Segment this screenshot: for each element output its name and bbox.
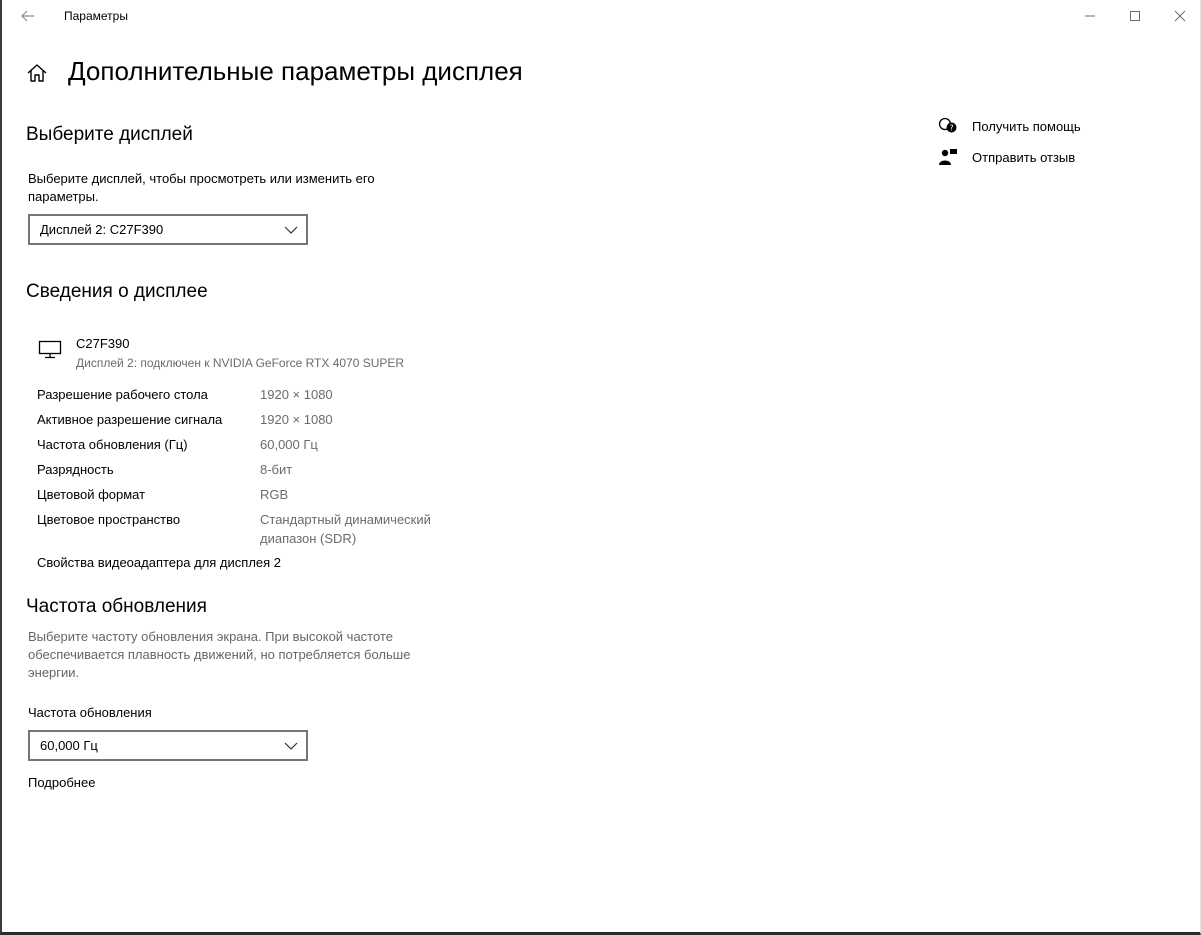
refresh-rate-select[interactable] bbox=[28, 730, 308, 761]
send-feedback-label: Отправить отзыв bbox=[972, 149, 1076, 165]
info-label: Цветовой формат bbox=[37, 487, 146, 502]
get-help-link[interactable] bbox=[938, 116, 1081, 136]
close-icon[interactable] bbox=[1160, 4, 1200, 28]
refresh-rate-select-value: 60,000 Гц bbox=[40, 738, 98, 753]
refresh-rate-description: Выберите частоту обновления экрана. При высокой частоте обеспечивается плавность движений, но потребляется больше энергии. bbox=[28, 629, 411, 680]
display-name: C27F390 bbox=[76, 336, 130, 351]
home-icon[interactable] bbox=[26, 62, 48, 84]
help-chat-icon bbox=[938, 117, 958, 135]
chevron-down-icon bbox=[284, 739, 298, 753]
info-label: Активное разрешение сигнала bbox=[37, 412, 223, 427]
back-arrow-icon[interactable] bbox=[14, 4, 42, 28]
info-value: 60,000 Гц bbox=[260, 437, 318, 452]
info-value: 1920 × 1080 bbox=[260, 387, 333, 402]
minimize-icon[interactable] bbox=[1070, 4, 1110, 28]
info-value: 1920 × 1080 bbox=[260, 412, 333, 427]
title-bar bbox=[2, 0, 1200, 32]
chevron-down-icon bbox=[284, 223, 298, 237]
refresh-rate-heading: Частота обновления bbox=[26, 596, 207, 617]
page-title: Дополнительные параметры дисплея bbox=[68, 56, 523, 86]
adapter-properties-link[interactable]: Свойства видеоадаптера для дисплея 2 bbox=[37, 555, 282, 570]
display-select-value: Дисплей 2: C27F390 bbox=[40, 222, 164, 237]
get-help-label: Получить помощь bbox=[972, 118, 1081, 134]
refresh-rate-field-label: Частота обновления bbox=[28, 705, 152, 720]
info-value: 8-бит bbox=[260, 462, 293, 477]
maximize-icon[interactable] bbox=[1115, 4, 1155, 28]
info-value: RGB bbox=[260, 487, 289, 502]
display-info-heading: Сведения о дисплее bbox=[26, 281, 208, 302]
learn-more-link[interactable]: Подробнее bbox=[28, 775, 96, 790]
app-title: Параметры bbox=[64, 9, 128, 23]
svg-text:?: ? bbox=[949, 123, 954, 133]
feedback-person-icon bbox=[938, 148, 958, 166]
display-select[interactable] bbox=[28, 214, 308, 245]
display-subtitle: Дисплей 2: подключен к NVIDIA GeForce RTX 4070 SUPER bbox=[76, 356, 405, 370]
info-label: Цветовое пространство bbox=[37, 512, 181, 527]
select-display-description: Выберите дисплей, чтобы просмотреть или изменить его параметры. bbox=[28, 171, 375, 204]
info-label: Частота обновления (Гц) bbox=[37, 437, 188, 452]
info-value: Стандартный динамический диапазон (SDR) bbox=[260, 512, 431, 546]
send-feedback-link[interactable] bbox=[938, 147, 1075, 167]
info-label: Разрядность bbox=[37, 462, 114, 477]
select-display-heading: Выберите дисплей bbox=[26, 124, 193, 145]
monitor-icon bbox=[38, 340, 64, 360]
info-label: Разрешение рабочего стола bbox=[37, 387, 208, 402]
